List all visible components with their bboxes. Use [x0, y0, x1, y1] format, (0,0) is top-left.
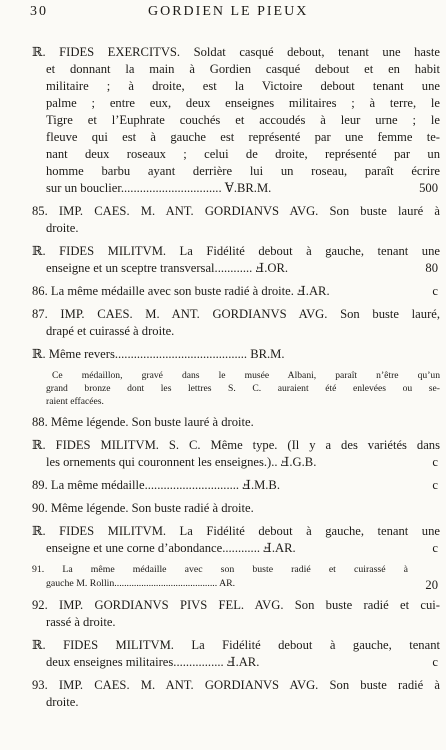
- note-line: raient effacées.: [46, 396, 104, 407]
- catalogue-entry: [0, 523, 446, 557]
- lines-line: 85. IMP. CAES. M. ANT. GORDIANVS AVG. Son buste lauré à: [32, 204, 440, 218]
- lines-line: ℝ. FIDES EXERCITVS. Soldat casqué debout, tenant une haste: [32, 45, 440, 59]
- lines-line: et donnant la main à Gordien casqué debout et en habit: [46, 62, 440, 76]
- rarity-price: c: [432, 284, 438, 298]
- rarity-price: c: [432, 455, 438, 469]
- lines-line: 93. IMP. CAES. M. ANT. GORDIANVS AVG. Son buste radié à: [32, 678, 440, 692]
- catalogue-entry: [0, 414, 446, 431]
- lines-line: rassé à droite.: [46, 615, 116, 629]
- lines-line: 90. Même légende. Son buste radié à droite.: [32, 501, 254, 515]
- lines-line: deux enseignes militaires................ Ⅎ.AR.: [46, 655, 260, 669]
- lines-line: enseigne et un sceptre transversal............ Ⅎ.OR.: [46, 261, 289, 275]
- lines-line: drapé et cuirassé à droite.: [46, 324, 175, 338]
- lines-line: nant deux roseaux ; celui de droite, représenté par un: [46, 147, 440, 161]
- catalogue-entry: [0, 243, 446, 277]
- lines-line: enseigne et une corne d’abondance............ Ⅎ.AR.: [46, 541, 296, 555]
- lines-line: 92. IMP. GORDIANVS PIVS FEL. AVG. Son buste radié et cui-: [32, 598, 440, 612]
- lines-line: ℝ. FIDES MILITVM. La Fidélité debout à gauche, tenant une: [32, 244, 440, 258]
- lines-line: 86. La même médaille avec son buste radié à droite. Ⅎ.AR.: [32, 284, 330, 298]
- rarity-price: c: [432, 478, 438, 492]
- rarity-price: c: [432, 655, 438, 669]
- catalogue-entry: [0, 597, 446, 631]
- rarity-price: 500: [419, 181, 438, 195]
- lines-line: droite.: [46, 695, 79, 709]
- catalogue-entry: [0, 500, 446, 517]
- small-line: gauche M. Rollin.......................................... AR.: [46, 578, 236, 589]
- lines-line: fleuve qui est à gauche est représenté par une femme te-: [46, 130, 440, 144]
- catalogue-entry: [0, 477, 446, 494]
- lines-line: ℝ. FIDES MILITVM. La Fidélité debout à gauche, tenant: [32, 638, 440, 652]
- lines-line: ℝ. Même revers.......................................... BR.M.: [32, 347, 285, 361]
- catalogue-entry: [0, 346, 446, 363]
- lines-line: sur un bouclier................................ Ɐ.BR.M.: [46, 181, 272, 195]
- catalogue-entry: [0, 637, 446, 671]
- lines-line: homme barbu ayant derrière lui un roseau, paraît écrire: [46, 164, 440, 178]
- small-line: 91. La même médaille avec son buste radié et cuirassé à: [32, 564, 408, 575]
- rarity-price: c: [432, 541, 438, 555]
- lines-line: 88. Même légende. Son buste lauré à droite.: [32, 415, 254, 429]
- catalogue-entries: [0, 44, 446, 717]
- catalogue-entry: [0, 563, 446, 591]
- lines-line: ℝ. FIDES MILITVM. La Fidélité debout à gauche, tenant une: [32, 524, 440, 538]
- catalogue-entry: [0, 283, 446, 300]
- note-line: grand bronze dont les lettres S. C. auraient été enlevées ou se-: [46, 383, 440, 394]
- lines-line: Tigre et l’Euphrate couchés et accoudés à leur urne ; le: [46, 113, 440, 127]
- note-line: Ce médaillon, gravé dans le musée Albani, paraît n’être qu’un: [52, 370, 440, 381]
- catalogue-entry: [0, 369, 446, 408]
- lines-line: ℝ. FIDES MILITVM. S. C. Même type. (Il y a des variétés dans: [32, 438, 440, 452]
- page-title: GORDIEN LE PIEUX: [148, 4, 309, 19]
- catalogue-entry: [0, 44, 446, 197]
- rarity-price: 20: [425, 578, 438, 592]
- lines-line: droite.: [46, 221, 79, 235]
- page-number: 30: [30, 4, 48, 19]
- catalogue-entry: [0, 437, 446, 471]
- catalogue-entry: [0, 677, 446, 711]
- rarity-price: 80: [425, 261, 438, 275]
- lines-line: les ornements qui couronnent les enseignes.).. Ⅎ.G.B.: [46, 455, 317, 469]
- lines-line: palme ; entre eux, deux enseignes militaires ; à terre, le: [46, 96, 440, 110]
- running-header: [30, 4, 426, 26]
- lines-line: 87. IMP. CAES. M. ANT. GORDIANVS AVG. Son buste lauré,: [32, 307, 440, 321]
- lines-line: 89. La même médaille.............................. Ⅎ.M.B.: [32, 478, 280, 492]
- catalogue-entry: [0, 306, 446, 340]
- catalogue-entry: [0, 203, 446, 237]
- lines-line: militaire ; à droite, est la Victoire debout tenant une: [46, 79, 440, 93]
